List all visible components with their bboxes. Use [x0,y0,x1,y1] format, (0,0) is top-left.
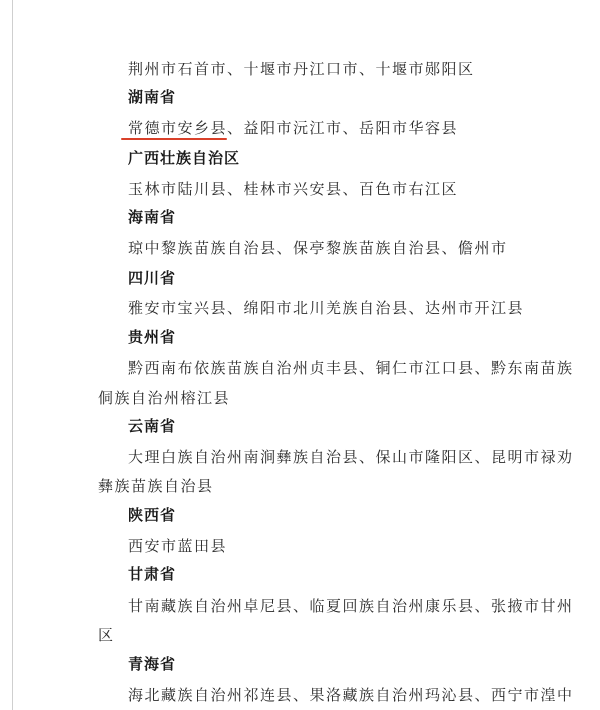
province-heading: 青海省 [128,655,177,673]
county-list-continuation: 侗族自治州榕江县 [98,389,231,407]
province-heading: 广西壮族自治区 [128,149,241,167]
county-list-continuation: 区 [98,626,115,644]
province-heading: 云南省 [128,417,177,435]
province-heading: 海南省 [128,208,177,226]
county-list-line: 常德市安乡县、益阳市沅江市、岳阳市华容县 [128,119,459,137]
county-list-line: 甘南藏族自治州卓尼县、临夏回族自治州康乐县、张掖市甘州 [128,597,574,615]
province-heading: 贵州省 [128,328,177,346]
county-list-continuation: 彝族苗族自治县 [98,477,214,495]
province-heading: 四川省 [128,269,177,287]
county-list-line: 大理白族自治州南涧彝族自治县、保山市隆阳区、昆明市禄劝 [128,448,574,466]
page-edge-rule [12,0,13,710]
county-list-line: 玉林市陆川县、桂林市兴安县、百色市右江区 [128,180,459,198]
red-underline-annotation [121,138,227,140]
province-heading: 湖南省 [128,88,177,106]
county-list-line: 海北藏族自治州祁连县、果洛藏族自治州玛沁县、西宁市湟中 [128,686,574,704]
county-list-line: 黔西南布依族苗族自治州贞丰县、铜仁市江口县、黔东南苗族 [128,359,574,377]
county-list-line: 琼中黎族苗族自治县、保亭黎族苗族自治县、儋州市 [128,239,508,257]
county-list-line: 荆州市石首市、十堰市丹江口市、十堰市郧阳区 [128,60,475,78]
county-list-line: 西安市蓝田县 [128,537,228,555]
province-heading: 陕西省 [128,506,177,524]
province-heading: 甘肃省 [128,565,177,583]
county-list-line: 雅安市宝兴县、绵阳市北川羌族自治县、达州市开江县 [128,299,525,317]
